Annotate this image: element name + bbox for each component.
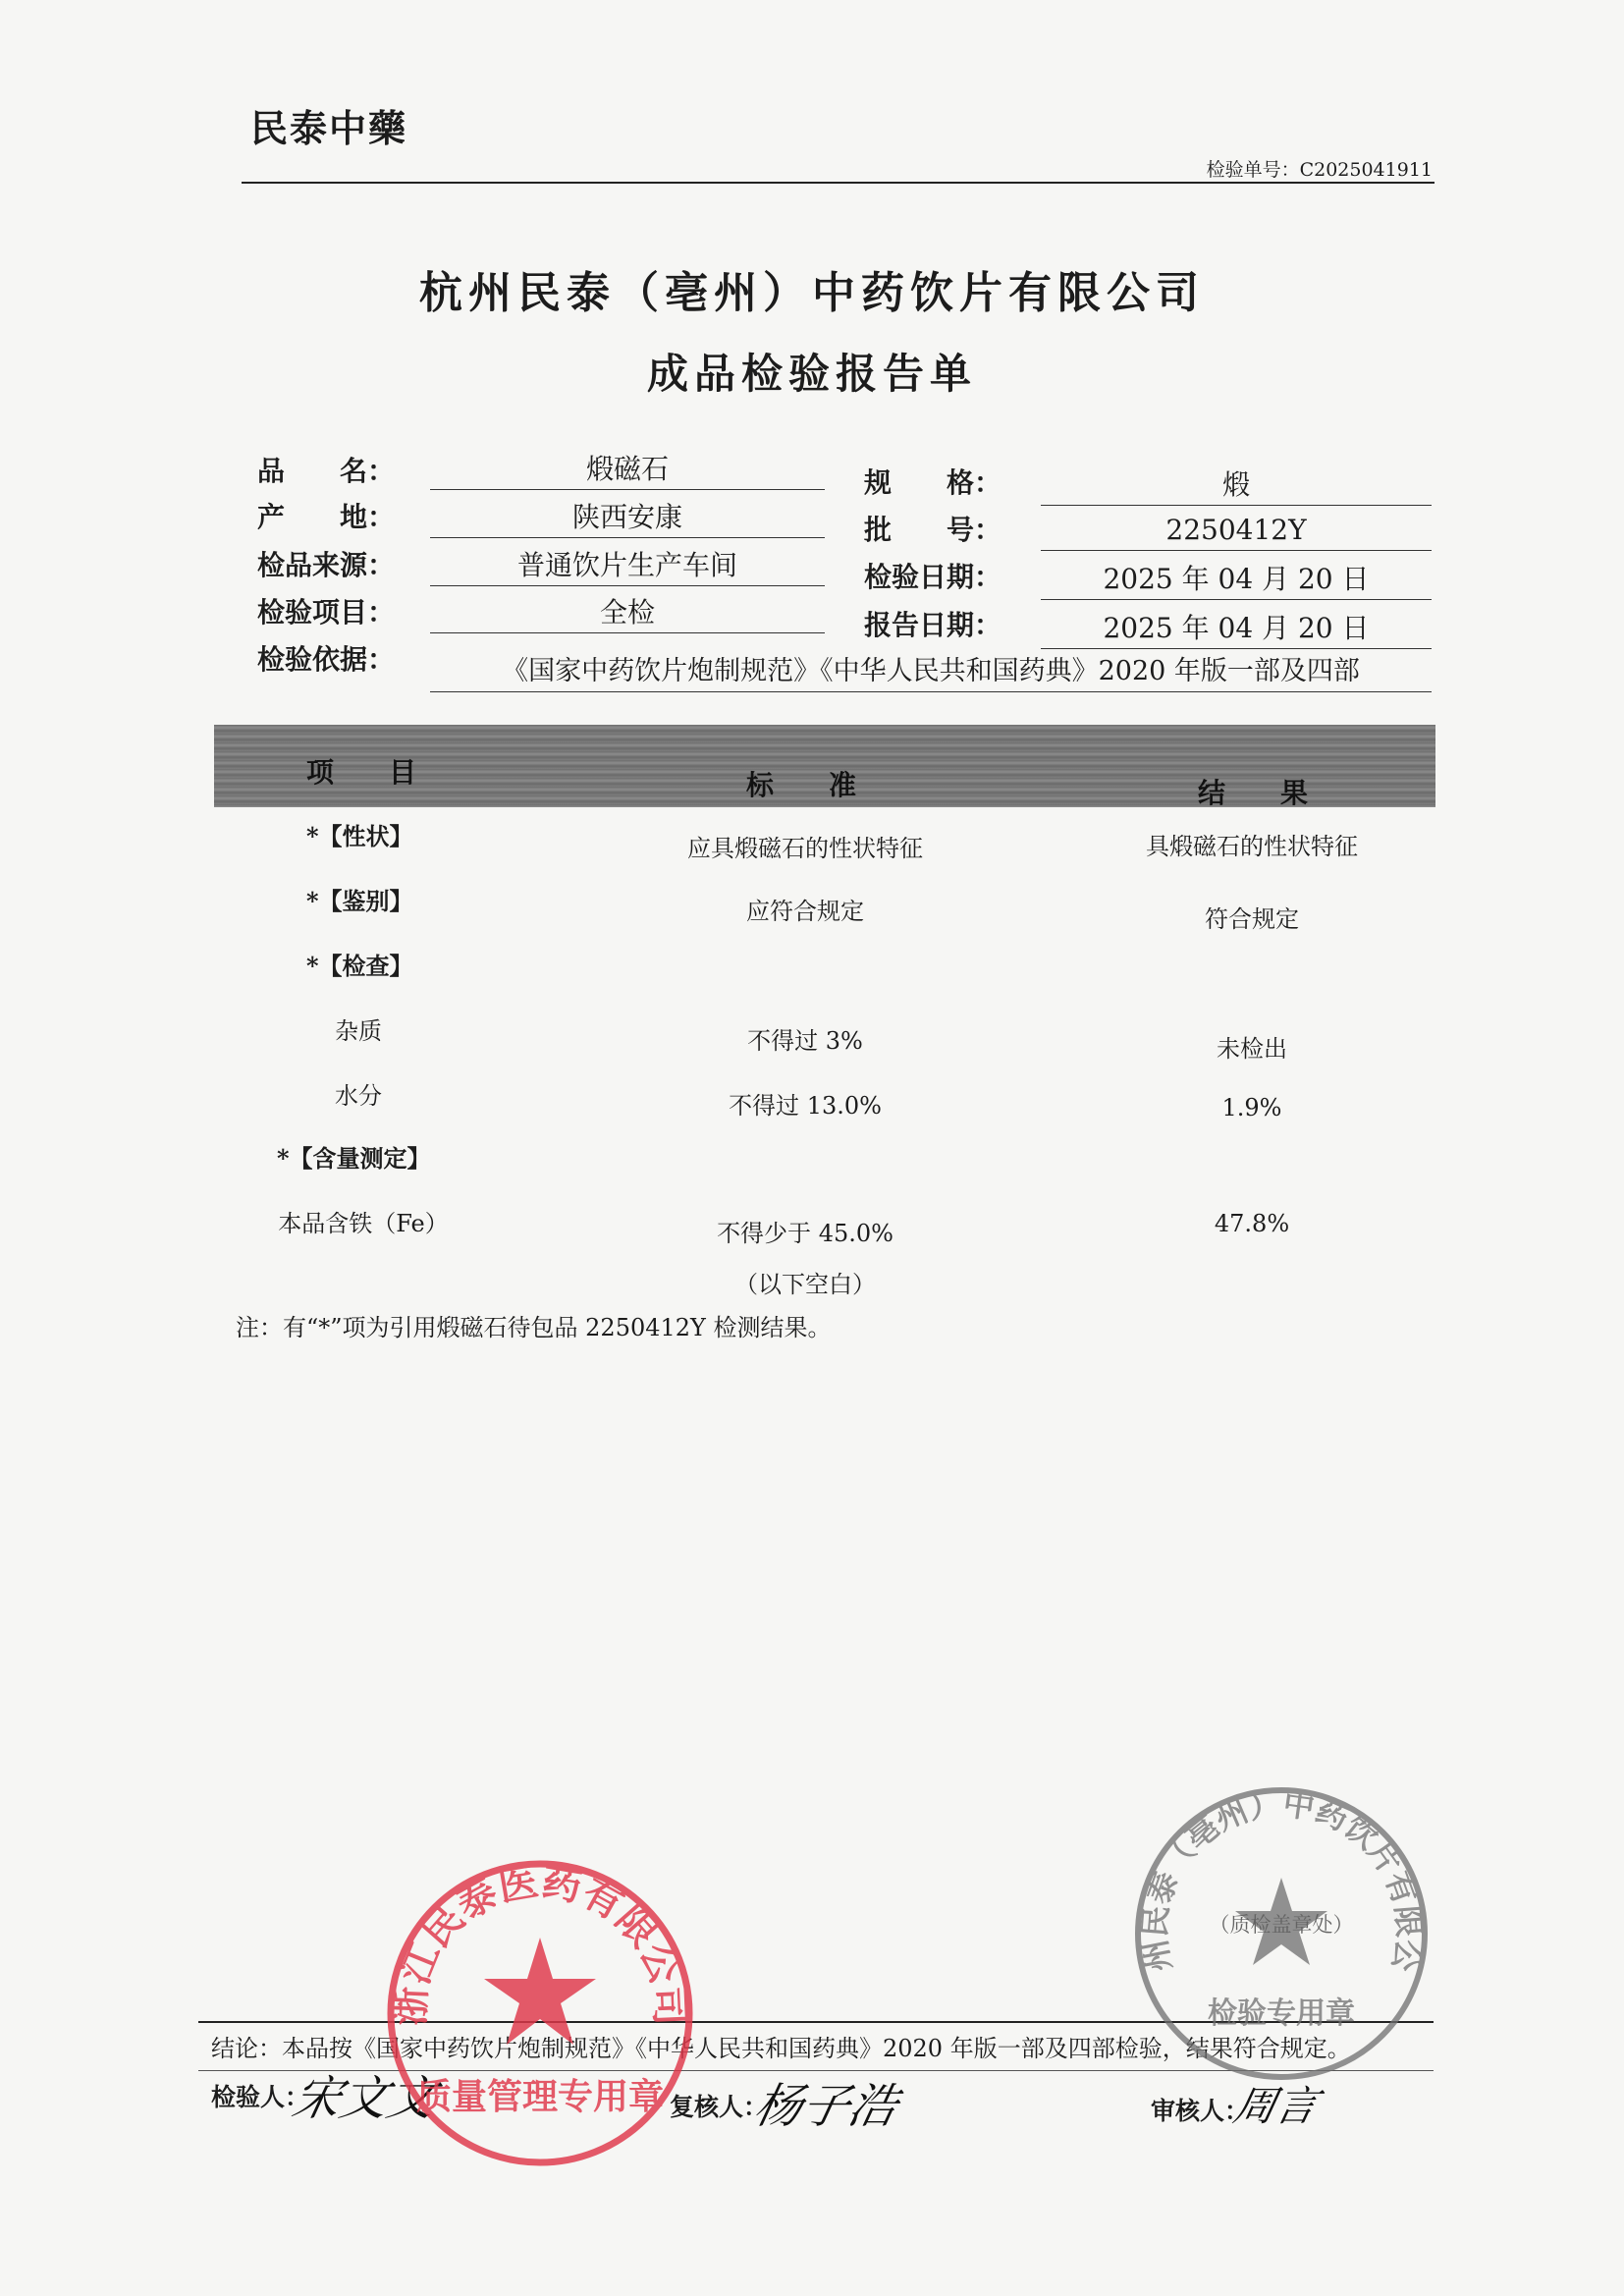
- row-item: *【检查】: [306, 952, 413, 980]
- row-result: 符合规定: [1205, 905, 1299, 933]
- seal-placement-note: （质检盖章处）: [1209, 1913, 1354, 1937]
- report-number-label: 检验单号：: [1206, 159, 1300, 181]
- reviewer-signature: 杨子浩: [749, 2079, 903, 2134]
- spec-value: 煅: [1041, 465, 1432, 506]
- row-item: 本品含铁（Fe）: [278, 1210, 449, 1237]
- row-item: *【鉴别】: [306, 887, 413, 915]
- row-result: 未检出: [1217, 1035, 1287, 1063]
- row-result: 具煅磁石的性状特征: [1146, 833, 1358, 860]
- report-title: 成品检验报告单: [646, 350, 977, 398]
- test-item-value: 全检: [430, 593, 825, 633]
- origin-value: 陕西安康: [430, 498, 825, 538]
- report-date-label: 报告日期：: [864, 609, 1002, 641]
- test-item-label: 检验项目：: [257, 596, 396, 629]
- origin-label: 产 地：: [257, 501, 396, 533]
- test-date-value: 2025 年 04 月 20 日: [1041, 560, 1432, 600]
- row-standard: 不得过 3%: [747, 1027, 863, 1055]
- reviewer-label: 复核人：: [670, 2093, 769, 2121]
- quality-management-seal: [378, 1851, 702, 2175]
- column-header-standard: 标 准: [746, 769, 857, 801]
- report-date-value: 2025 年 04 月 20 日: [1041, 609, 1432, 649]
- seal-ring-text: 州民泰（亳州）中药饮片有限公: [1135, 1784, 1429, 1975]
- basis-value: 《国家中药饮片炮制规范》《中华人民共和国药典》2020 年版一部及四部: [430, 652, 1432, 692]
- source-label: 检品来源：: [257, 549, 396, 581]
- company-name: 杭州民泰（亳州）中药饮片有限公司: [419, 268, 1205, 318]
- batch-label: 批 号：: [864, 514, 1002, 546]
- row-item: 杂质: [335, 1017, 382, 1045]
- approver-label: 审核人：: [1151, 2097, 1250, 2125]
- inspection-seal: [1127, 1779, 1436, 2089]
- row-item: *【性状】: [306, 822, 413, 850]
- footnote: 注：有“*”项为引用煅磁石待包品 2250412Y 检测结果。: [236, 1314, 832, 1341]
- seal-center-text: 检验专用章: [1208, 1996, 1355, 2031]
- product-name-value: 煅磁石: [430, 450, 825, 490]
- inspector-signature: 宋文文: [288, 2071, 442, 2126]
- row-item: *【含量测定】: [277, 1144, 431, 1173]
- row-standard: 不得少于 45.0%: [717, 1220, 893, 1247]
- product-name-label: 品 名：: [257, 455, 396, 487]
- basis-label: 检验依据：: [257, 643, 396, 676]
- column-header-result: 结 果: [1198, 777, 1309, 809]
- approver-signature: 周言: [1229, 2082, 1323, 2130]
- row-standard: 不得过 13.0%: [729, 1092, 882, 1120]
- row-standard: 应具煅磁石的性状特征: [687, 835, 923, 862]
- header-divider: [242, 182, 1435, 184]
- row-standard: 应符合规定: [746, 898, 864, 925]
- batch-value: 2250412Y: [1041, 511, 1432, 551]
- seal-star-icon: [484, 1938, 596, 2045]
- row-result: 47.8%: [1214, 1210, 1290, 1237]
- row-result: 1.9%: [1221, 1094, 1282, 1121]
- blank-below-note: （以下空白）: [734, 1271, 876, 1298]
- test-date-label: 检验日期：: [864, 561, 1002, 593]
- report-number: [1207, 155, 1433, 182]
- row-item: 水分: [335, 1082, 382, 1110]
- source-value: 普通饮片生产车间: [430, 546, 825, 586]
- column-header-item: 项 目: [306, 756, 417, 789]
- conclusion-text: 结论：本品按《国家中药饮片炮制规范》《中华人民共和国药典》2020 年版一部及四部检验，结果符合规定。: [211, 2035, 1351, 2062]
- seal-center-text: 质量管理专用章: [415, 2076, 665, 2117]
- inspector-label: 检验人：: [211, 2083, 310, 2111]
- spec-label: 规 格：: [864, 466, 1002, 499]
- report-number-value: C2025041911: [1299, 159, 1433, 181]
- seal-ring-text: 浙江民泰医药有限公司: [387, 1858, 693, 2027]
- company-logo: 民泰中藥: [250, 106, 408, 150]
